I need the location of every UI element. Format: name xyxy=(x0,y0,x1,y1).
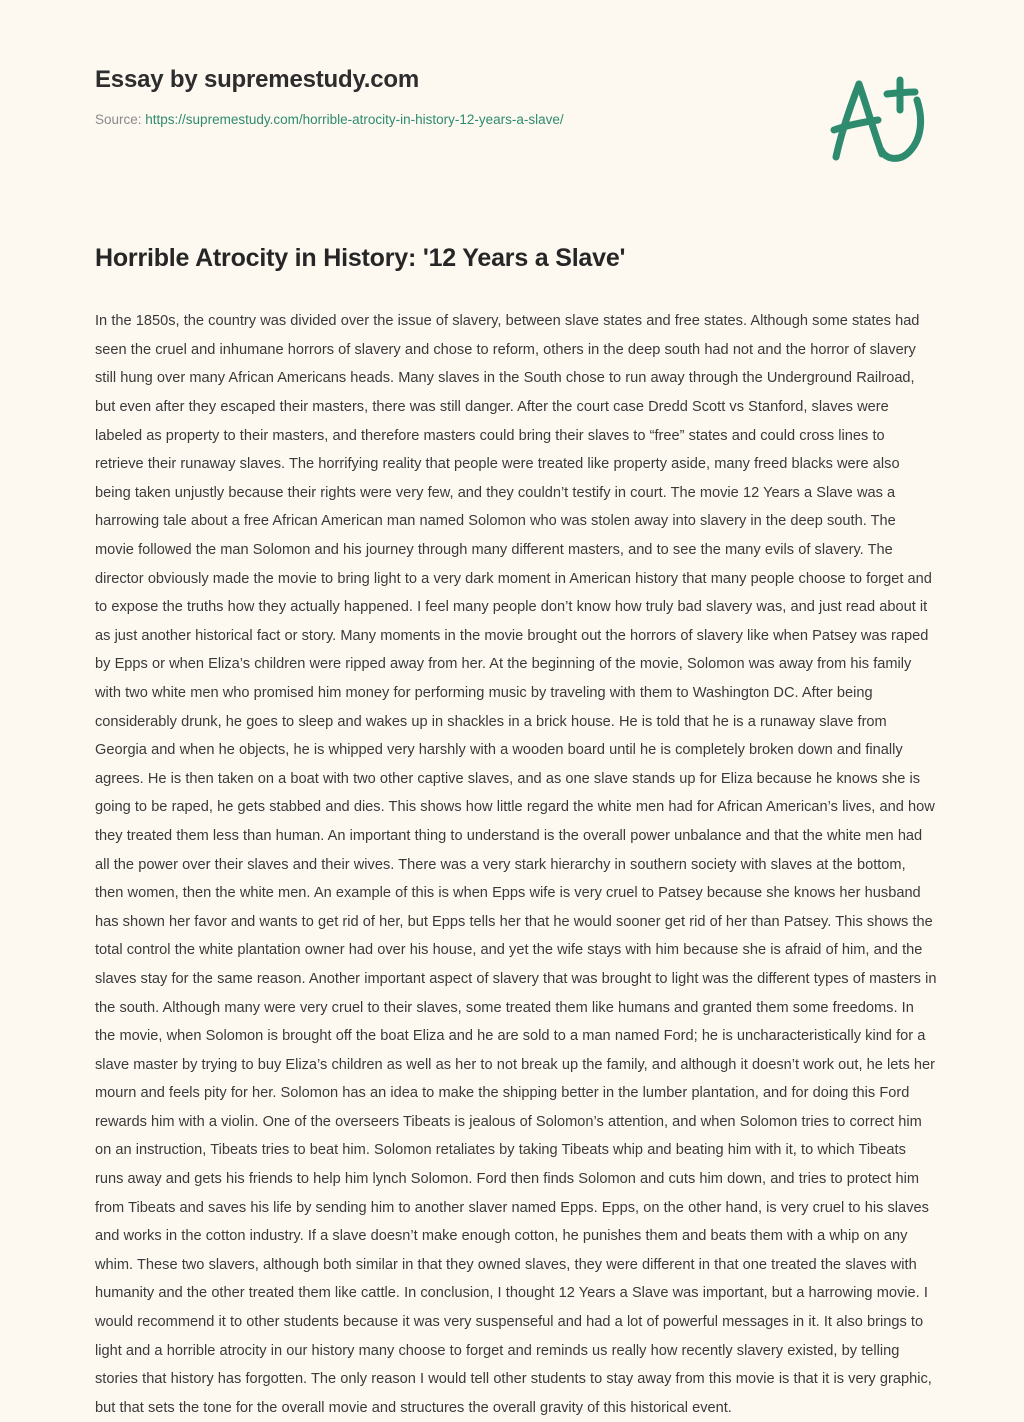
brand-block xyxy=(95,66,795,130)
page-title: Horrible Atrocity in History: '12 Years a Slave' xyxy=(95,244,626,272)
page-header xyxy=(0,0,1024,200)
source-url-link[interactable]: https://supremestudy.com/horrible-atrocity-in-history-12-years-a-slave/ xyxy=(145,111,564,127)
a-plus-logo-icon xyxy=(812,72,942,177)
essay-body-text: In the 1850s, the country was divided over the issue of slavery, between slave states and free states. Although some states had seen the cruel and inhumane horrors of slavery and chose to reform, others in the deep south had not and the horror of slavery still hung over many African Americans heads. Many slaves in the South chose to run away through the Underground Railroad, but even after they escaped their masters, there was still danger. After the court case Dredd Scott vs Stanford, slaves were labeled as property to their masters, and therefore masters could bring their slaves to “free” states and could cross lines to retrieve their runaway slaves. The horrifying reality that people were treated like property aside, many freed blacks were also being taken unjustly because their rights were very few, and they couldn’t testify in court. The movie 12 Years a Slave was a harrowing tale about a free African American man named Solomon who was stolen away into slavery in the deep south. The movie followed the man Solomon and his journey through many different masters, and to see the many evils of slavery. The director obviously made the movie to bring light to a very dark moment in American history that many people choose to forget and to expose the truths how they actually happened. I feel many people don’t know how truly bad slavery was, and just read about it as just another historical fact or story. Many moments in the movie brought out the horrors of slavery like when Patsey was raped by Epps or when Eliza’s children were ripped away from her. At the beginning of the movie, Solomon was away from his family with two white men who promised him money for performing music by traveling with them to Washington DC. After being considerably drunk, he goes to sleep and wakes up in shackles in a brick house. He is told that he is a runaway slave from Georgia and when he objects, he is whipped very harshly with a wooden board until he is completely broken down and finally agrees. He is then taken on a boat with two other captive slaves, and as one slave stands up for Eliza because he knows she is going to be raped, he gets stabbed and dies. This shows how little regard the white men had for African American’s lives, and how they treated them less than human. An important thing to understand is the overall power unbalance and that the white men had all the power over their slaves and their wives. There was a very stark hierarchy in southern society with slaves at the bottom, then women, then the white men. An example of this is when Epps wife is very cruel to Patsey because she knows her husband has shown her favor and wants to get rid of her, but Epps tells her that he would sooner get rid of her than Patsey. This shows the total control the white plantation owner had over his house, and yet the wife stays with him because she is afraid of him, and the slaves stay for the same reason. Another important aspect of slavery that was brought to light was the different types of masters in the south. Although many were very cruel to their slaves, some treated them like humans and granted them some freedoms. In the movie, when Solomon is brought off the boat Eliza and he are sold to a man named Ford; he is uncharacteristically kind for a slave master by trying to buy Eliza’s children as well as her to not break up the family, and although it doesn’t work out, he lets her mourn and feels pity for her. Solomon has an idea to make the shipping better in the lumber plantation, and for doing this Ford rewards him with a violin. One of the overseers Tibeats is jealous of Solomon’s attention, and when Solomon tries to correct him on an instruction, Tibeats tries to beat him. Solomon retaliates by taking Tibeats whip and beating him with it, to which Tibeats runs away and gets his friends to help him lynch Solomon. Ford then finds Solomon and cuts him down, and tries to protect him from Tibeats and saves his life by sending him to another slaver named Epps. Epps, on the other hand, is very cruel to his slaves and works in the cotton industry. If a slave doesn’t make enough cotton, he punishes them and beats them with a whip on any whim. These two slavers, although both similar in that they owned slaves, they were different in that one treated the slaves with humanity and the other treated them like cattle. In conclusion, I thought 12 Years a Slave was important, but a harrowing movie. I would recommend it to other students because it was very suspenseful and had a lot of powerful messages in it. It also brings to light and a horrible atrocity in our history many choose to forget and reminds us really how recently slavery existed, by telling stories that history has forgotten. The only reason I would tell other students to stay away from this movie is that it is very graphic, but that sets the tone for the overall movie and structures the overall gravity of this historical event. xyxy=(95,313,937,1416)
source-line xyxy=(95,111,795,130)
source-label: Source: xyxy=(95,111,146,127)
brand-title: Essay by supremestudy.com xyxy=(95,66,420,93)
article-container xyxy=(95,243,937,1422)
